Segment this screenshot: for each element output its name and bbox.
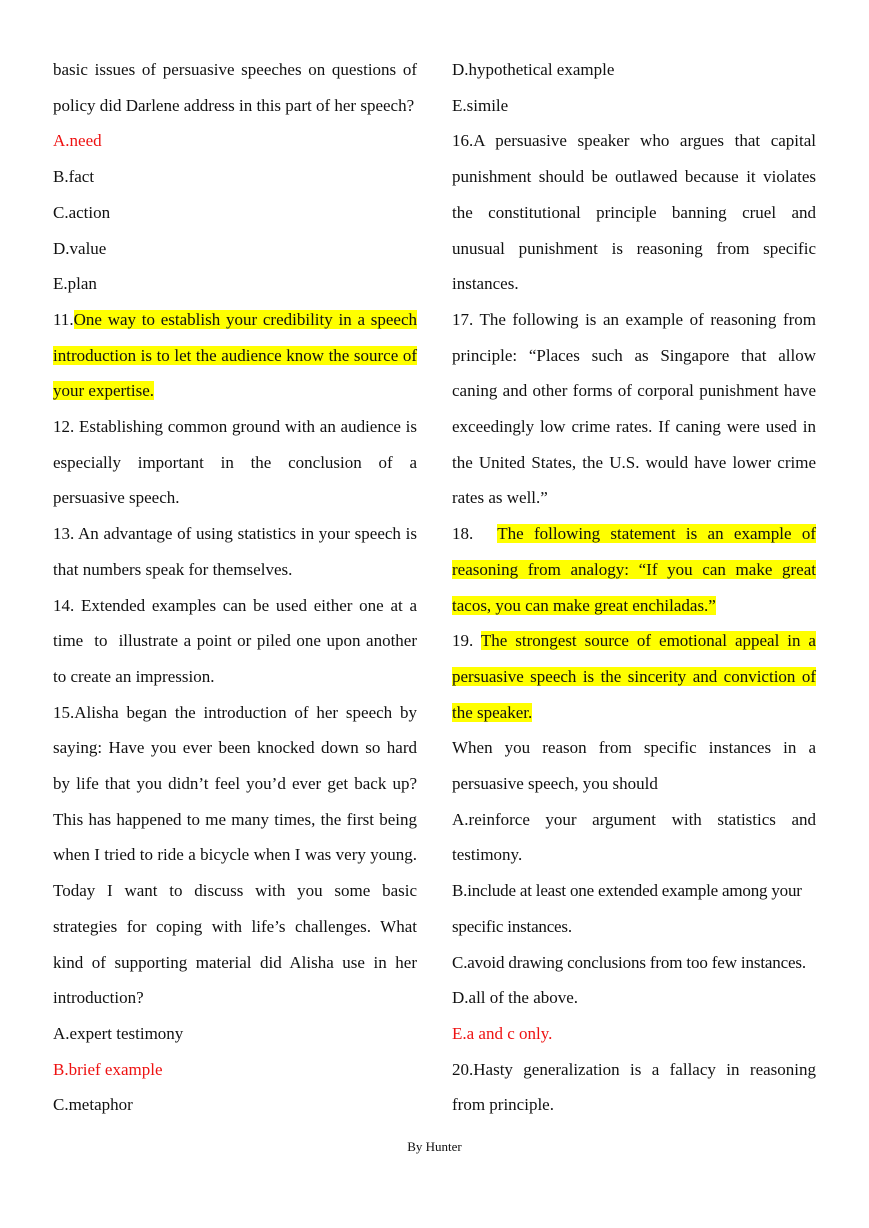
question-16: 16.A persuasive speaker who argues that capital punishment should be outlawed because it violates the constitutional principle banning cruel and unusual punishment is reasoning from specific instances. <box>452 131 816 294</box>
question-11-number: 11. <box>53 309 74 329</box>
question-11-highlighted-text: One way to establish your credibility in a speech introduction is to let the audience know the source of your expertise. <box>53 309 417 401</box>
question-20: 20.Hasty generalization is a fallacy in reasoning from principle. <box>452 1059 816 1115</box>
question-11 <box>53 302 417 409</box>
option-d: D.value <box>53 238 107 258</box>
question-13: 13. An advantage of using statistics in your speech is that numbers speak for themselves. <box>53 524 417 579</box>
option-d: D.all of the above. <box>452 988 579 1008</box>
option-d: D.hypothetical example <box>452 60 615 79</box>
question-reasoning: When you reason from specific instances in a persuasive speech, you should <box>452 738 816 794</box>
option-b: B.fact <box>53 167 95 187</box>
left-column <box>53 52 422 1123</box>
question-18-number: 18. <box>452 524 474 544</box>
option-c: C.metaphor <box>53 1095 133 1115</box>
question-18 <box>452 516 816 623</box>
option-e: E.plan <box>53 274 97 294</box>
option-c: C.action <box>53 202 111 222</box>
option-e: E.simile <box>452 95 509 115</box>
question-17: 17. The following is an example of reasoning from principle: “Places such as Singapore that allow caning and other forms of corporal punishment have exceedingly low crime rates. If caning were used in the United States, the U.S. would have lower crime rates as well.” <box>452 309 816 508</box>
question-14: 14. Extended examples can be used either one at a time to illustrate a point or piled one upon another to create an impression. <box>53 595 422 686</box>
question-15: 15.Alisha began the introduction of her speech by saying: Have you ever been knocked down so hard by life that you didn’t feel you’d ever get back up? This has happened to me many times, the first being when I tried to ride a bicycle when I was very young. Today I want to discuss with you some basic strategies for coping with life’s challenges. What kind of supporting material did Alisha use in her introduction? <box>53 702 417 1008</box>
option-a: A.reinforce your argument with statistics and testimony. <box>452 809 816 865</box>
question-19-highlighted-text: The strongest source of emotional appeal in a persuasive speech is the sincerity and conviction of the speaker. <box>452 631 816 722</box>
option-c: C.avoid drawing conclusions from too few instances. <box>452 952 806 972</box>
question-18-highlighted-text: The following statement is an example of reasoning from analogy: “If you can make great tacos, you can make great enchiladas.” <box>452 524 816 615</box>
right-column <box>452 52 816 1123</box>
question-10-tail: basic issues of persuasive speeches on questions of policy did Darlene address in this part of her speech? <box>53 60 417 115</box>
question-19-number: 19. <box>452 631 474 651</box>
option-a: A.expert testimony <box>53 1023 184 1043</box>
option-a-correct: A.need <box>53 131 102 151</box>
option-b-correct: B.brief example <box>53 1059 163 1079</box>
option-b: B.include at least one extended example among your specific instances. <box>452 881 802 936</box>
question-19 <box>452 623 816 730</box>
question-12: 12. Establishing common ground with an audience is especially important in the conclusion of a persuasive speech. <box>53 417 417 508</box>
page-footer: By Hunter <box>407 1139 462 1154</box>
option-e-correct: E.a and c only. <box>452 1023 553 1043</box>
